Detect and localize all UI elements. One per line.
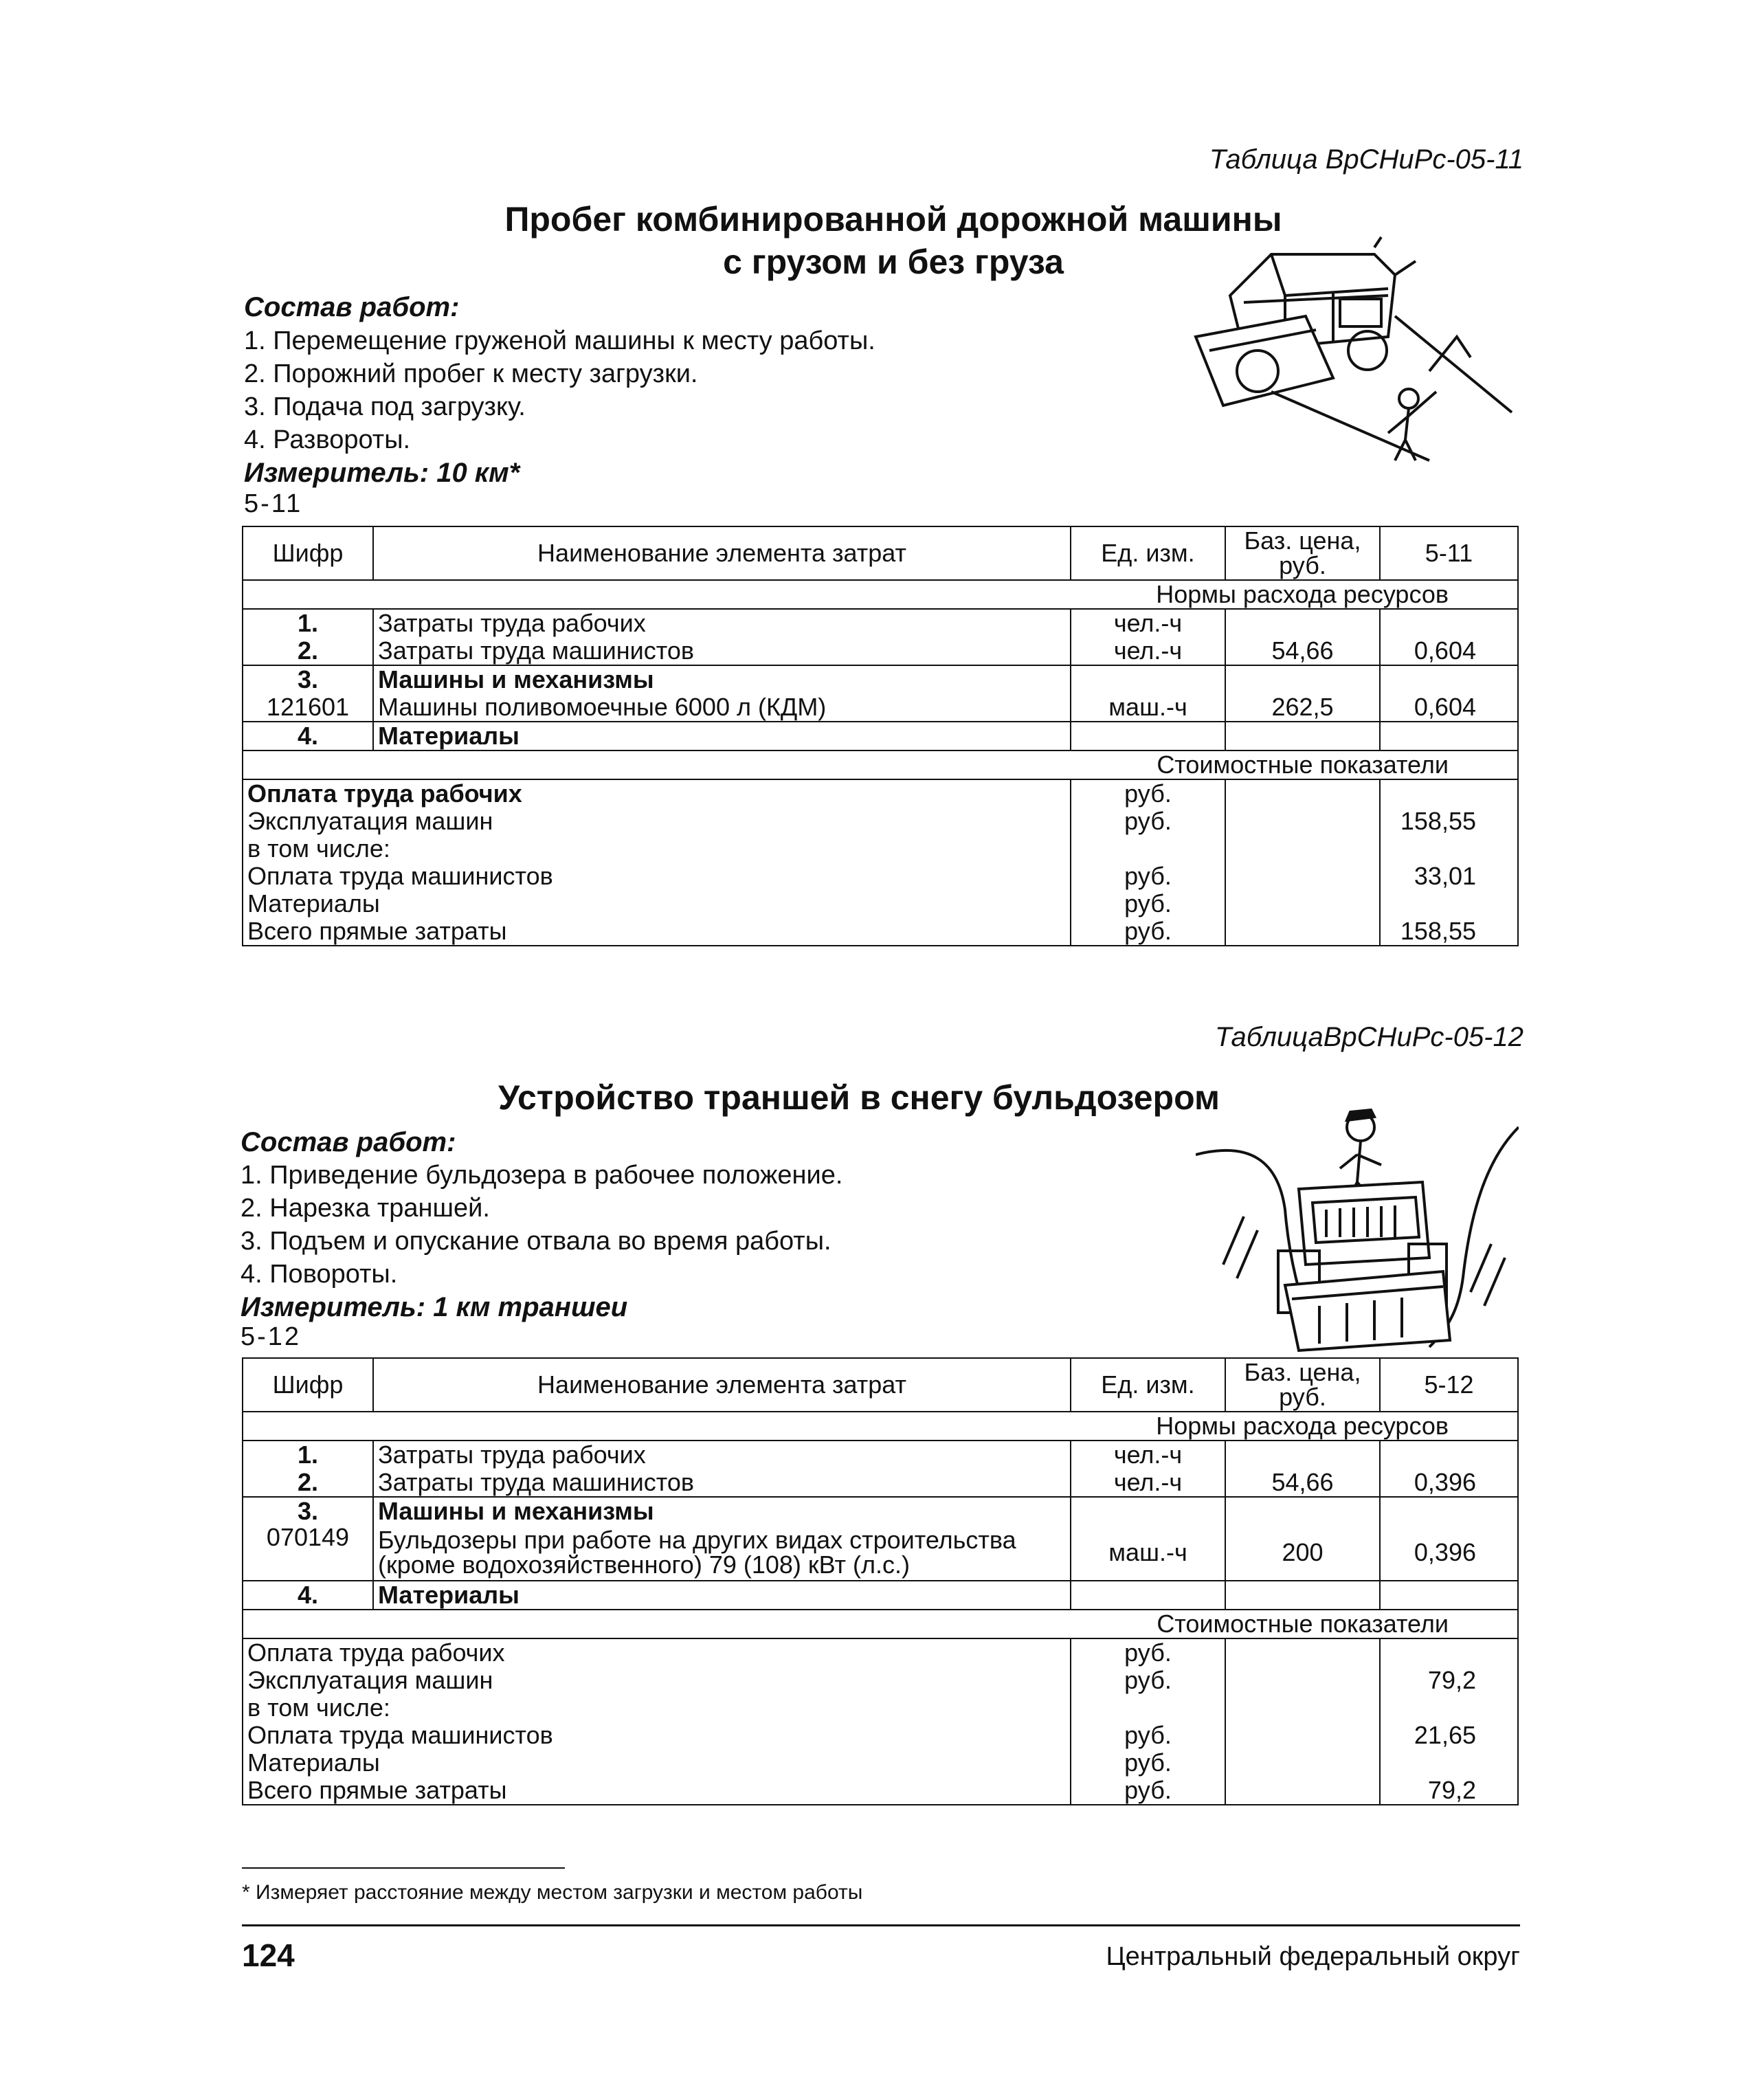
table-header-row <box>243 526 1518 580</box>
bulldozer-illustration <box>1196 1100 1519 1361</box>
cell-name: Затраты труда рабочих <box>373 609 1071 637</box>
cell-name: Машины и механизмы <box>373 665 1071 693</box>
step-4: 4. Развороты. <box>244 425 411 454</box>
cost-value: 158,55 <box>1380 918 1518 946</box>
table-header-row <box>243 1358 1518 1412</box>
cost-unit: руб. <box>1071 808 1225 835</box>
cell-value <box>1380 1581 1518 1610</box>
cell-unit <box>1071 1497 1225 1525</box>
cell-name: Затраты труда рабочих <box>373 1441 1071 1469</box>
cost-value <box>1380 1694 1518 1722</box>
cell-value <box>1380 665 1518 693</box>
road-machine-illustration <box>1168 234 1526 481</box>
norms-label: Нормы расхода ресурсов <box>243 580 1518 609</box>
header-code: 5-12 <box>1380 1358 1518 1412</box>
cost-unit: руб. <box>1071 1667 1225 1694</box>
step-2: 2. Порожний пробег к месту загрузки. <box>244 359 698 388</box>
header-code: 5-11 <box>1380 526 1518 580</box>
cost-name: Эксплуатация машин <box>243 1667 1071 1694</box>
composition-steps <box>244 324 875 456</box>
cost-value <box>1380 1638 1518 1667</box>
cost-label: Стоимостные показатели <box>243 751 1518 779</box>
step-1: 1. Приведение бульдозера в рабочее положение. <box>241 1161 843 1190</box>
cost-name: в том числе: <box>243 835 1071 863</box>
cost-name: Материалы <box>243 890 1071 918</box>
step-3: 3. Подъем и опускание отвала во время работы. <box>241 1227 831 1256</box>
table-row <box>243 637 1518 665</box>
page-number: 124 <box>242 1937 295 1973</box>
cost-value: 79,2 <box>1380 1777 1518 1805</box>
cost-row <box>243 1610 1518 1638</box>
cell-cipher: 3. <box>243 1497 373 1525</box>
section-title-line1: Пробег комбинированной дорожной машины <box>504 200 1282 238</box>
cell-cipher: 2. <box>243 637 373 665</box>
cell-cipher: 4. <box>243 1581 373 1610</box>
norms-label: Нормы расхода ресурсов <box>243 1412 1518 1441</box>
cell-value <box>1380 609 1518 637</box>
table-row <box>243 1441 1518 1469</box>
table-row <box>243 609 1518 637</box>
measure-unit: Измеритель: 10 км* <box>244 458 520 488</box>
cost-name: Всего прямые затраты <box>243 918 1071 946</box>
composition-heading: Состав работ: <box>244 292 460 322</box>
cost-row <box>243 751 1518 779</box>
cell-unit <box>1071 722 1225 751</box>
cost-item <box>243 918 1518 946</box>
cost-name: Оплата труда рабочих <box>243 779 1071 808</box>
cost-item <box>243 1694 1518 1722</box>
norms-row <box>243 580 1518 609</box>
cost-empty <box>1225 1749 1380 1777</box>
table-row <box>243 1581 1518 1610</box>
composition-heading: Состав работ: <box>241 1127 456 1157</box>
cost-item <box>243 1749 1518 1777</box>
cost-unit: руб. <box>1071 1749 1225 1777</box>
cost-item <box>243 779 1518 808</box>
cell-value <box>1380 1497 1518 1525</box>
header-price: Баз. цена, руб. <box>1225 1358 1380 1412</box>
step-3: 3. Подача под загрузку. <box>244 392 526 421</box>
cost-value: 33,01 <box>1380 863 1518 890</box>
cost-value <box>1380 890 1518 918</box>
cost-empty <box>1225 835 1380 863</box>
cell-cipher: 070149 <box>243 1525 373 1581</box>
cell-unit: чел.-ч <box>1071 637 1225 665</box>
cell-unit: чел.-ч <box>1071 1469 1225 1497</box>
cell-unit: чел.-ч <box>1071 1441 1225 1469</box>
cell-name: Материалы <box>373 722 1071 751</box>
cost-unit: руб. <box>1071 779 1225 808</box>
measure-unit: Измеритель: 1 км траншеи <box>241 1292 628 1322</box>
cost-item <box>243 1667 1518 1694</box>
cell-price <box>1225 665 1380 693</box>
cost-unit: руб. <box>1071 918 1225 946</box>
header-name: Наименование элемента затрат <box>373 1358 1071 1412</box>
footnote: * Измеряет расстояние между местом загрузки и местом работы <box>242 1881 863 1904</box>
cell-price: 54,66 <box>1225 1469 1380 1497</box>
cell-price <box>1225 1497 1380 1525</box>
table-row <box>243 1469 1518 1497</box>
cell-unit: маш.-ч <box>1071 1525 1225 1581</box>
cost-name: Всего прямые затраты <box>243 1777 1071 1805</box>
norms-row <box>243 1412 1518 1441</box>
footer-divider <box>242 1924 1520 1926</box>
cost-name: Оплата труда рабочих <box>243 1638 1071 1667</box>
cost-unit: руб. <box>1071 863 1225 890</box>
resource-table-05-12 <box>242 1357 1519 1805</box>
cost-item <box>243 890 1518 918</box>
table-code: 5-11 <box>244 489 303 518</box>
cell-unit: маш.-ч <box>1071 693 1225 722</box>
cost-unit: руб. <box>1071 1722 1225 1749</box>
cell-value: 0,604 <box>1380 637 1518 665</box>
cost-item <box>243 808 1518 835</box>
cost-name: Оплата труда машинистов <box>243 1722 1071 1749</box>
cost-value: 79,2 <box>1380 1667 1518 1694</box>
cell-value <box>1380 1441 1518 1469</box>
cost-unit: руб. <box>1071 1638 1225 1667</box>
district-name: Центральный федеральный округ <box>1106 1942 1520 1971</box>
header-price: Баз. цена, руб. <box>1225 526 1380 580</box>
cost-item <box>243 835 1518 863</box>
cell-name: Затраты труда машинистов <box>373 1469 1071 1497</box>
cost-item <box>243 1777 1518 1805</box>
cell-cipher: 1. <box>243 609 373 637</box>
cell-cipher: 1. <box>243 1441 373 1469</box>
cell-name: Машины и механизмы <box>373 1497 1071 1525</box>
cost-item <box>243 1722 1518 1749</box>
cell-unit <box>1071 665 1225 693</box>
cost-name: Оплата труда машинистов <box>243 863 1071 890</box>
cost-empty <box>1225 1694 1380 1722</box>
cell-cipher: 4. <box>243 722 373 751</box>
cell-cipher: 3. <box>243 665 373 693</box>
cost-empty <box>1225 779 1380 808</box>
header-name: Наименование элемента затрат <box>373 526 1071 580</box>
cost-empty <box>1225 1777 1380 1805</box>
table-caption-05-11: Таблица ВрСНиРс-05-11 <box>1209 144 1523 175</box>
table-row <box>243 722 1518 751</box>
cost-label: Стоимостные показатели <box>243 1610 1518 1638</box>
table-row <box>243 693 1518 722</box>
header-cipher: Шифр <box>243 1358 373 1412</box>
cell-cipher: 2. <box>243 1469 373 1497</box>
cell-price: 200 <box>1225 1525 1380 1581</box>
cost-value <box>1380 835 1518 863</box>
cost-value <box>1380 1749 1518 1777</box>
table-row <box>243 665 1518 693</box>
cell-name: Материалы <box>373 1581 1071 1610</box>
header-cipher: Шифр <box>243 526 373 580</box>
cost-unit: руб. <box>1071 890 1225 918</box>
cell-price: 54,66 <box>1225 637 1380 665</box>
cell-value: 0,396 <box>1380 1469 1518 1497</box>
cell-value: 0,396 <box>1380 1525 1518 1581</box>
table-row <box>243 1525 1518 1581</box>
cost-name: Материалы <box>243 1749 1071 1777</box>
step-4: 4. Повороты. <box>241 1260 398 1289</box>
resource-table-05-11 <box>242 526 1519 946</box>
section-title-line2: с грузом и без груза <box>723 243 1064 281</box>
cell-value: 0,604 <box>1380 693 1518 722</box>
cost-empty <box>1225 890 1380 918</box>
step-2: 2. Нарезка траншей. <box>241 1194 490 1223</box>
cost-empty <box>1225 808 1380 835</box>
cell-price <box>1225 609 1380 637</box>
cell-unit: чел.-ч <box>1071 609 1225 637</box>
cost-unit <box>1071 1694 1225 1722</box>
cell-cipher: 121601 <box>243 693 373 722</box>
section2-title: Устройство траншей в снегу бульдозером <box>498 1078 1220 1117</box>
cell-price: 262,5 <box>1225 693 1380 722</box>
cost-empty <box>1225 1667 1380 1694</box>
cost-empty <box>1225 918 1380 946</box>
cost-item <box>243 863 1518 890</box>
cost-item <box>243 1638 1518 1667</box>
footnote-divider <box>242 1867 565 1869</box>
cell-name: Затраты труда машинистов <box>373 637 1071 665</box>
cell-value <box>1380 722 1518 751</box>
cell-name: Машины поливомоечные 6000 л (КДМ) <box>373 693 1071 722</box>
cost-value: 158,55 <box>1380 808 1518 835</box>
table-code: 5-12 <box>241 1322 302 1351</box>
cost-empty <box>1225 1638 1380 1667</box>
cost-empty <box>1225 863 1380 890</box>
cell-unit <box>1071 1581 1225 1610</box>
cell-price <box>1225 1581 1380 1610</box>
cell-name: Бульдозеры при работе на других видах строительства (кроме водохозяйственного) 79 (108) кВт (л.с.) <box>373 1525 1071 1581</box>
composition-steps <box>241 1159 842 1291</box>
cell-price <box>1225 1441 1380 1469</box>
cost-unit: руб. <box>1071 1777 1225 1805</box>
step-1: 1. Перемещение груженой машины к месту работы. <box>244 326 875 355</box>
cost-unit <box>1071 835 1225 863</box>
cost-value <box>1380 779 1518 808</box>
cost-empty <box>1225 1722 1380 1749</box>
cost-name: Эксплуатация машин <box>243 808 1071 835</box>
cost-name: в том числе: <box>243 1694 1071 1722</box>
header-unit: Ед. изм. <box>1071 1358 1225 1412</box>
table-row <box>243 1497 1518 1525</box>
header-unit: Ед. изм. <box>1071 526 1225 580</box>
cost-value: 21,65 <box>1380 1722 1518 1749</box>
table-caption-05-12: ТаблицаВрСНиРс-05-12 <box>1214 1022 1523 1052</box>
cell-price <box>1225 722 1380 751</box>
